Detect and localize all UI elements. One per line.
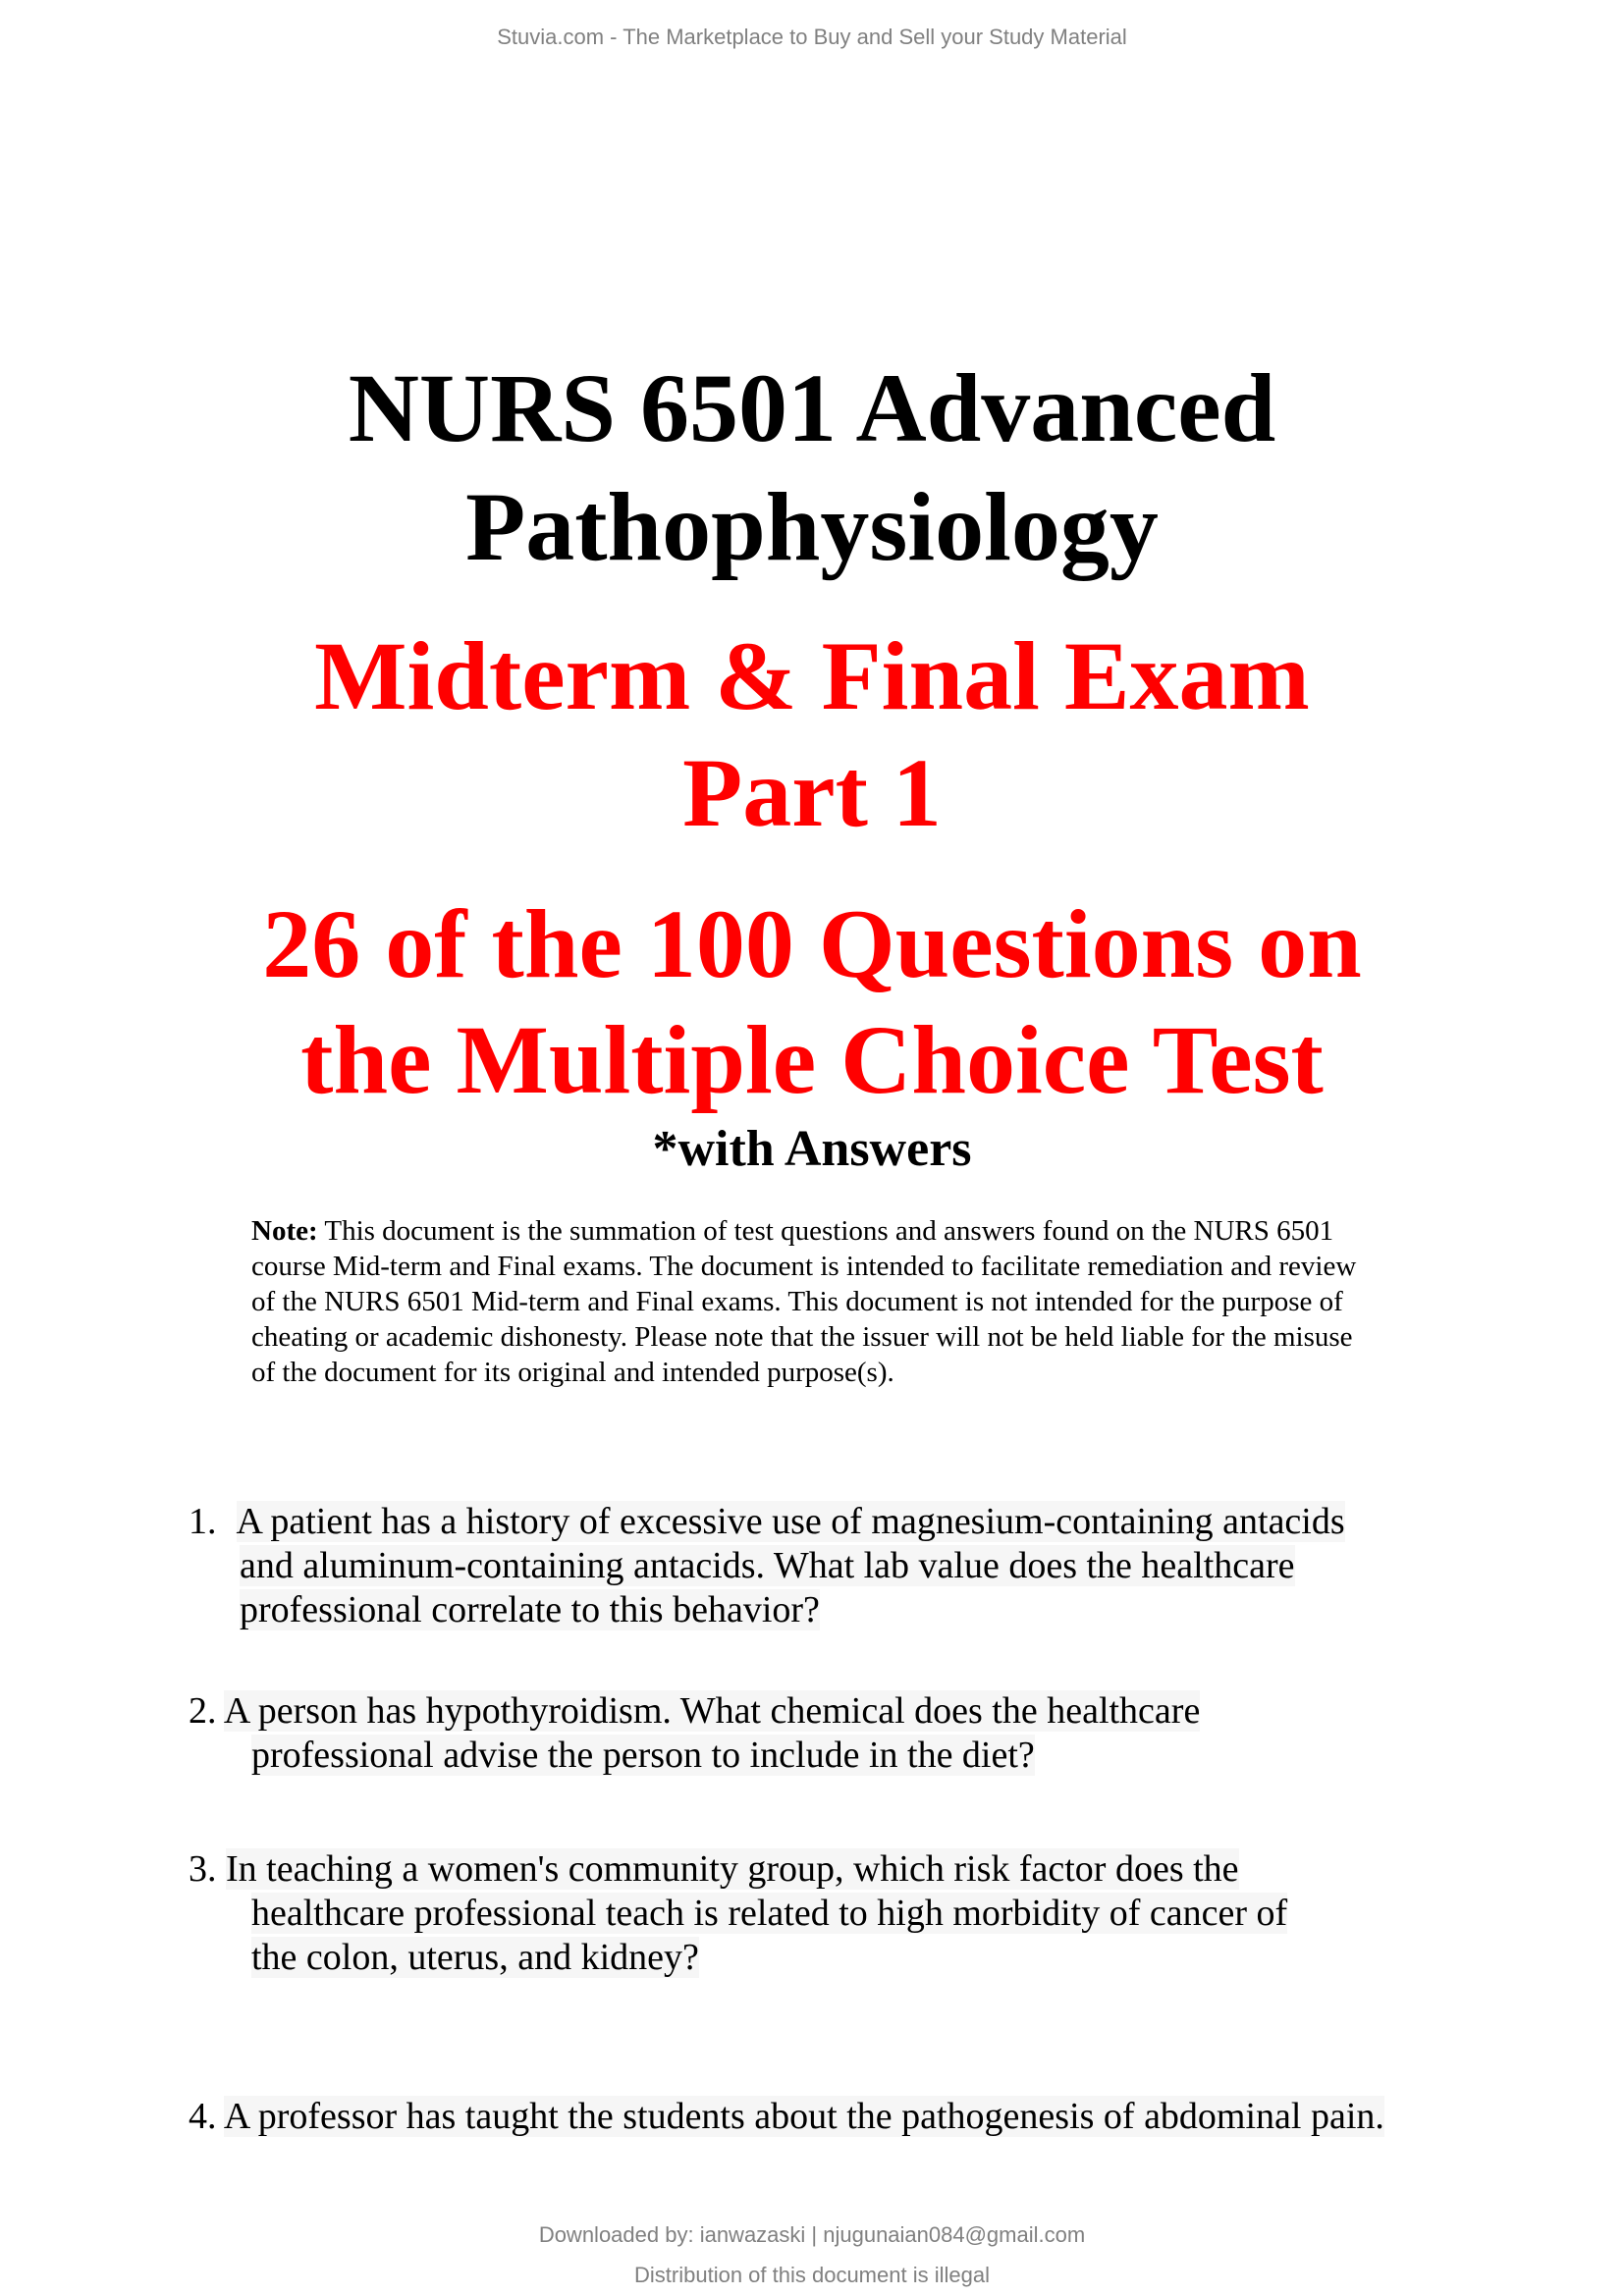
title-line-2: Pathophysiology <box>465 472 1159 581</box>
with-answers: *with Answers <box>652 1121 972 1177</box>
note-line: of the document for its original and intended purpose(s). <box>251 1357 894 1388</box>
question-1 <box>189 1500 1345 1632</box>
question-line: A person has hypothyroidism. What chemical does the healthcare <box>223 1690 1201 1732</box>
note-line: This document is the summation of test questions and answers found on the NURS 6501 <box>317 1215 1334 1247</box>
subtitle-line-2: Part 1 <box>682 738 942 847</box>
question-number: 2. <box>189 1690 217 1732</box>
question-line: A patient has a history of excessive use of magnesium-containing antacids <box>236 1501 1345 1542</box>
question-line: professional correlate to this behavior? <box>240 1589 820 1630</box>
question-line: A professor has taught the students about the pathogenesis of abdominal pain. <box>223 2096 1384 2137</box>
note-line: of the NURS 6501 Mid-term and Final exams. This document is not intended for the purpose of <box>251 1286 1343 1317</box>
subtitle-line-3: 26 of the 100 Questions on <box>262 889 1362 998</box>
question-line: the colon, uterus, and kidney? <box>251 1937 699 1978</box>
note-line: cheating or academic dishonesty. Please note that the issuer will not be held liable for the misuse <box>251 1321 1353 1353</box>
question-line: healthcare professional teach is related to high morbidity of cancer of <box>251 1893 1288 1934</box>
footer-downloaded-by: Downloaded by: ianwazaski | njugunaian084@gmail.com <box>538 2222 1086 2247</box>
note-paragraph <box>251 1213 1430 1390</box>
question-line: and aluminum-containing antacids. What lab value does the healthcare <box>240 1545 1295 1586</box>
note-line: course Mid-term and Final exams. The document is intended to facilitate remediation and review <box>251 1251 1357 1282</box>
question-2 <box>189 1689 1200 1778</box>
question-4 <box>189 2095 1384 2139</box>
subtitle-line-4: the Multiple Choice Test <box>300 1005 1324 1114</box>
title-line-1: NURS 6501 Advanced <box>348 353 1276 462</box>
subtitle-line-1: Midterm & Final Exam <box>314 621 1310 730</box>
question-number: 3. <box>189 1848 217 1890</box>
footer-distribution-notice: Distribution of this document is illegal <box>634 2263 990 2287</box>
note-label: Note: <box>251 1215 318 1247</box>
page-header: Stuvia.com - The Marketplace to Buy and Sell your Study Material <box>497 25 1127 49</box>
question-line: In teaching a women's community group, which risk factor does the <box>226 1848 1239 1890</box>
question-number: 4. <box>189 2096 217 2137</box>
question-number: 1. <box>189 1501 217 1542</box>
question-line: professional advise the person to include in the diet? <box>251 1735 1035 1776</box>
question-3 <box>189 1847 1287 1980</box>
